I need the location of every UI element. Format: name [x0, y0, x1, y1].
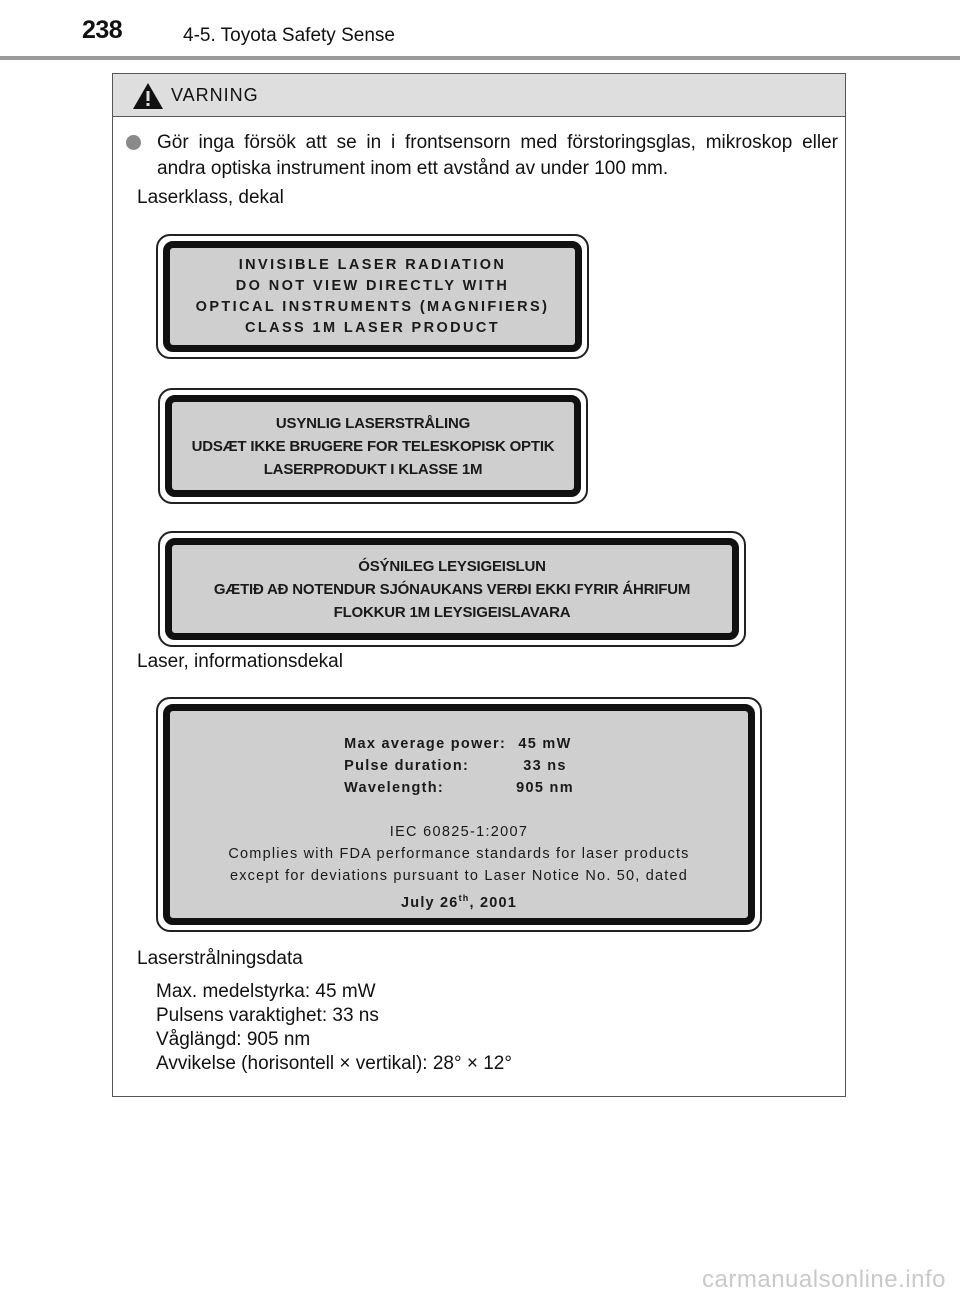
compliance-line: except for deviations pursuant to Laser Notice No. 50, dated [229, 868, 689, 884]
date-suffix: , 2001 [469, 894, 517, 911]
spec-value: 905 nm [516, 780, 574, 796]
label-line: DO NOT VIEW DIRECTLY WITH [235, 277, 510, 294]
list-item: Pulsens varaktighet: 33 ns [156, 1005, 379, 1026]
spec-name: Max average power: [344, 736, 507, 752]
spec-value: 33 ns [523, 758, 567, 774]
label-line: GÆTIÐ AÐ NOTENDUR SJÓNAUKANS VERÐI EKKI FYRIR ÁHRIFUM [213, 580, 691, 598]
label-line: CLASS 1M LASER PRODUCT [244, 319, 500, 336]
bullet-dot-icon [126, 135, 141, 150]
spec-row [344, 777, 574, 799]
section-title: 4-5. Toyota Safety Sense [183, 25, 395, 46]
label-line: USYNLIG LASERSTRÅLING [275, 414, 471, 432]
label-line: UDSÆT IKKE BRUGERE FOR TELESKOPISK OPTIK [191, 437, 555, 455]
list-item: Avvikelse (horisontell × vertikal): 28° × 12° [156, 1053, 512, 1074]
spec-row [344, 733, 574, 755]
date-prefix: July 26 [401, 894, 459, 911]
spec-row [344, 755, 574, 777]
laser-label-english [156, 234, 589, 359]
date-superscript: th [458, 893, 470, 903]
caption-info-decal: Laser, informationsdekal [137, 651, 343, 672]
laser-label-danish [158, 388, 588, 504]
caption-radiation-data: Laserstrålningsdata [137, 948, 303, 969]
spec-table [344, 733, 574, 799]
compliance-line: Complies with FDA performance standards for laser products [228, 846, 690, 862]
spec-name: Wavelength: [344, 780, 445, 796]
warning-bullet [126, 130, 838, 182]
list-item: Våglängd: 905 nm [156, 1029, 311, 1050]
laser-info-label [156, 697, 762, 932]
header-divider [0, 56, 960, 60]
spec-value: 45 mW [518, 736, 572, 752]
caption-laser-class: Laserklass, dekal [137, 187, 284, 208]
radiation-data-list [156, 980, 512, 1076]
laser-label-icelandic [158, 531, 746, 647]
warning-header [113, 74, 845, 117]
watermark: carmanualsonline.info [702, 1266, 946, 1293]
iec-standard: IEC 60825-1:2007 [389, 824, 529, 840]
page-header [0, 0, 960, 60]
compliance-date [401, 887, 517, 914]
page-number: 238 [82, 16, 123, 44]
label-line: FLOKKUR 1M LEYSIGEISLAVARA [333, 603, 571, 621]
spec-name: Pulse duration: [344, 758, 470, 774]
label-line: INVISIBLE LASER RADIATION [238, 256, 507, 273]
warning-triangle-icon [132, 82, 164, 110]
label-line: ÓSÝNILEG LEYSIGEISLUN [358, 557, 546, 575]
list-item: Max. medelstyrka: 45 mW [156, 981, 376, 1002]
warning-title: VARNING [171, 85, 259, 105]
label-line: OPTICAL INSTRUMENTS (MAGNIFIERS) [195, 298, 550, 315]
label-line: LASERPRODUKT I KLASSE 1M [263, 460, 483, 478]
warning-bullet-text: Gör inga försök att se in i frontsensorn med förstoringsglas, mikroskop eller andra optiska instrument inom ett avstånd av under 100 mm. [157, 132, 838, 179]
